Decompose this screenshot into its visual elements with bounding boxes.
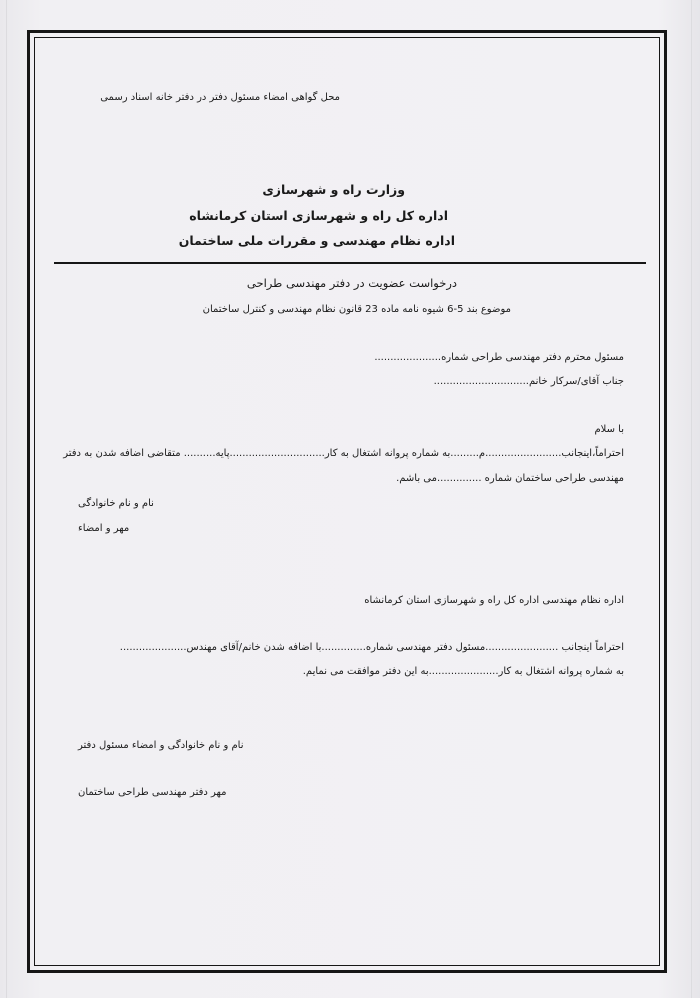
ministry-title: وزارت راه و شهرسازی [262,182,405,197]
office-paragraph-line1: احتراماً اینجانب .......................مسئول دفتر مهندسی شماره..............با اضافه شدن خانم/آقای مهندس..................... [119,642,624,653]
request-title: درخواست عضویت در دفتر مهندسی طراحی [246,276,457,290]
applicant-name-label: نام و نام خانوادگی [78,498,154,509]
greeting: با سلام [594,424,624,435]
applicant-paragraph-line2: مهندسی طراحی ساختمان شماره ..............می باشم. [396,473,624,484]
office-stamp-label: مهر دفتر مهندسی طراحی ساختمان [78,787,227,798]
directorate-title: اداره کل راه و شهرسازی استان کرمانشاه [189,208,448,223]
office-heading: اداره نظام مهندسی اداره کل راه و شهرسازی استان کرمانشاه [364,595,624,606]
notary-note: محل گواهی امضاء مسئول دفتر در دفتر خانه اسناد رسمی [100,92,340,103]
paper-fold-left [6,0,7,998]
request-subject: موضوع بند 5-6 شیوه نامه ماده 23 قانون نظام مهندسی و کنترل ساختمان [202,304,511,315]
office-manager-sign-label: نام و نام خانوادگی و امضاء مسئول دفتر [78,740,244,751]
addressee-person: جناب آقای/سرکار خانم.............................. [433,376,624,387]
header-divider [54,262,646,264]
office-paragraph-line2: به شماره پروانه اشتغال به کار......................به این دفتر موافقت می نمایم. [302,666,624,677]
addressee-office: مسئول محترم دفتر مهندسی طراحی شماره..................... [374,352,624,363]
paper-fold-right [691,0,692,998]
applicant-paragraph-line1: احتراماً،اینجانب........................م.........به شماره پروانه اشتغال به کار..............................پایه.......... متقاضی اضافه شدن به دفتر [63,448,624,459]
applicant-stamp-label: مهر و امضاء [78,523,130,534]
engineering-office-title: اداره نظام مهندسی و مقررات ملی ساختمان [178,233,455,248]
